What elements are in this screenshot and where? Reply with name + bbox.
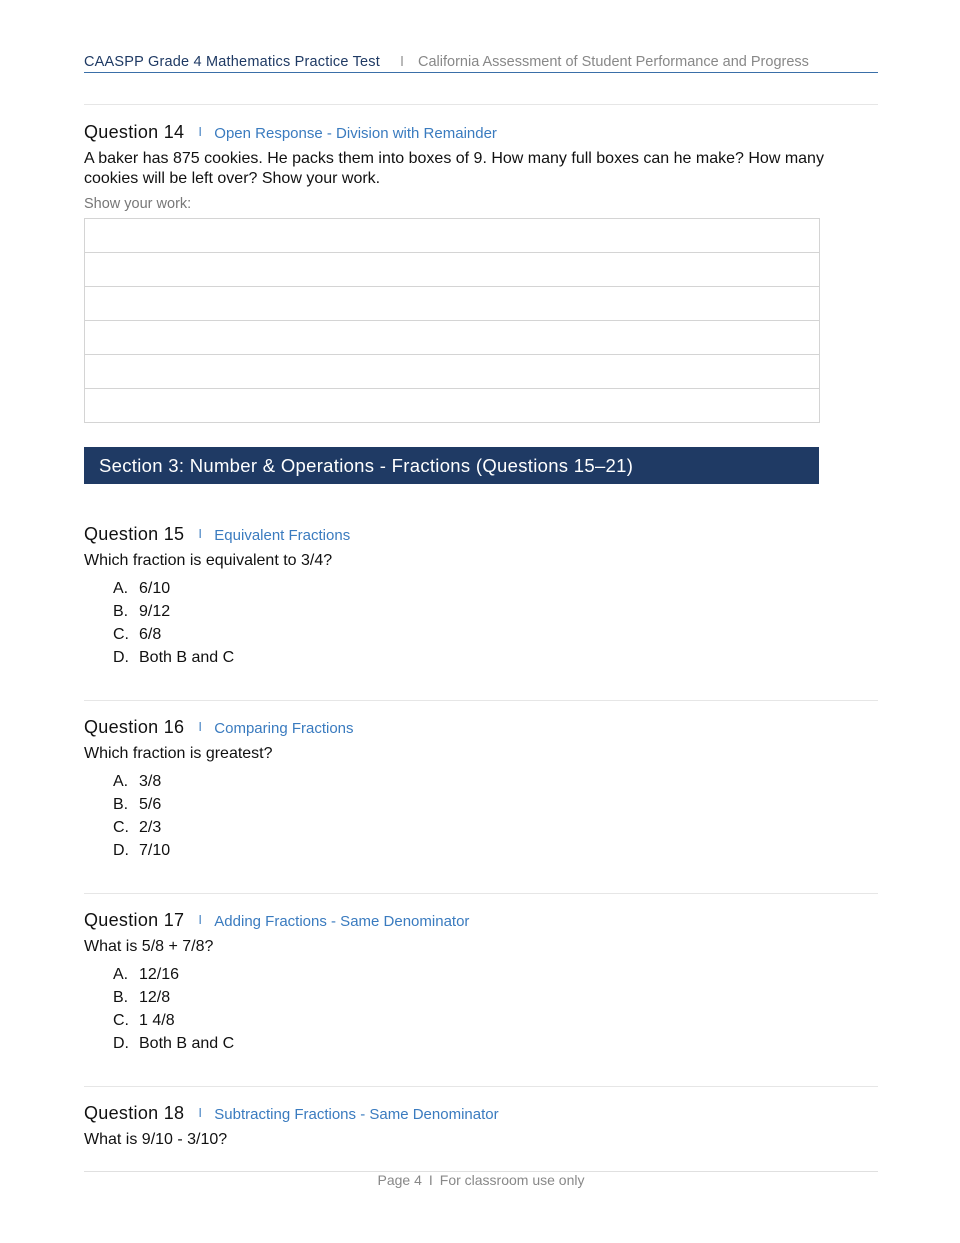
question-number: Question 14: [84, 122, 185, 142]
heading-separator: I: [198, 1105, 203, 1120]
option-letter: D.: [113, 649, 129, 666]
answer-option-b[interactable]: [113, 600, 864, 623]
answer-option-c[interactable]: [113, 816, 864, 839]
question-number: Question 18: [84, 1103, 185, 1123]
work-line[interactable]: [85, 389, 819, 422]
option-letter: D.: [113, 842, 129, 859]
question-16: [84, 717, 864, 862]
answer-options: [84, 770, 864, 862]
option-letter: B.: [113, 989, 129, 1006]
option-text: 5/6: [139, 796, 162, 813]
question-stem: Which fraction is greatest?: [84, 745, 273, 762]
heading-separator: I: [198, 912, 203, 927]
option-text: Both B and C: [139, 1035, 235, 1052]
test-subtitle: California Assessment of Student Performance and Progress: [418, 54, 809, 70]
option-text: 1 4/8: [139, 1012, 175, 1029]
question-15: [84, 524, 864, 669]
work-area[interactable]: [84, 218, 820, 423]
divider: [84, 1086, 878, 1087]
option-text: 3/8: [139, 773, 162, 790]
question-topic: Equivalent Fractions: [214, 527, 351, 544]
question-stem: Which fraction is equivalent to 3/4?: [84, 552, 333, 569]
question-number: Question 15: [84, 524, 185, 544]
header-separator: I: [399, 54, 405, 70]
question-heading: [84, 122, 864, 146]
question-stem: What is 5/8 + 7/8?: [84, 938, 214, 955]
question-number: Question 16: [84, 717, 185, 737]
answer-options: [84, 577, 864, 669]
option-letter: A.: [113, 773, 129, 790]
answer-option-b[interactable]: [113, 793, 864, 816]
question-topic: Adding Fractions - Same Denominator: [214, 913, 470, 930]
heading-separator: I: [198, 124, 203, 139]
page-header: [84, 54, 878, 73]
question-stem: A baker has 875 cookies. He packs them into boxes of 9. How many full boxes can he make? How many cookies will be left over? Show your work.: [84, 150, 824, 187]
option-text: 9/12: [139, 603, 171, 620]
question-stem: What is 9/10 - 3/10?: [84, 1131, 228, 1148]
answer-option-b[interactable]: [113, 986, 864, 1009]
question-heading: [84, 1103, 864, 1127]
page-number: Page 4: [377, 1172, 422, 1188]
answer-option-d[interactable]: [113, 839, 864, 862]
option-text: Both B and C: [139, 649, 235, 666]
question-topic: Comparing Fractions: [214, 720, 354, 737]
section-banner: Section 3: Number & Operations - Fractions (Questions 15–21): [84, 447, 819, 484]
option-text: 6/10: [139, 580, 171, 597]
divider: [84, 700, 878, 701]
test-title: CAASPP Grade 4 Mathematics Practice Test: [84, 54, 380, 70]
heading-separator: I: [198, 719, 203, 734]
option-letter: C.: [113, 1012, 129, 1029]
option-letter: D.: [113, 1035, 129, 1052]
option-text: 6/8: [139, 626, 162, 643]
option-letter: C.: [113, 819, 129, 836]
answer-option-d[interactable]: [113, 1032, 864, 1055]
option-letter: B.: [113, 796, 129, 813]
answer-option-c[interactable]: [113, 1009, 864, 1032]
work-line[interactable]: [85, 253, 819, 287]
answer-option-a[interactable]: [113, 963, 864, 986]
answer-option-d[interactable]: [113, 646, 864, 669]
option-letter: A.: [113, 966, 129, 983]
divider: [84, 104, 878, 105]
footer-separator: I: [428, 1172, 433, 1188]
work-line[interactable]: [85, 219, 819, 253]
question-17: [84, 910, 864, 1055]
option-text: 7/10: [139, 842, 171, 859]
answer-options: [84, 963, 864, 1055]
footer-note: For classroom use only: [439, 1172, 585, 1188]
question-14: [84, 122, 864, 212]
work-label: Show your work:: [84, 196, 192, 212]
question-number: Question 17: [84, 910, 185, 930]
answer-option-c[interactable]: [113, 623, 864, 646]
question-heading: [84, 717, 864, 741]
question-topic: Open Response - Division with Remainder: [214, 125, 497, 142]
question-heading: [84, 524, 864, 548]
option-letter: C.: [113, 626, 129, 643]
question-18: [84, 1103, 864, 1150]
answer-option-a[interactable]: [113, 770, 864, 793]
option-text: 12/16: [139, 966, 180, 983]
option-text: 12/8: [139, 989, 171, 1006]
option-letter: A.: [113, 580, 129, 597]
work-line[interactable]: [85, 287, 819, 321]
question-heading: [84, 910, 864, 934]
question-topic: Subtracting Fractions - Same Denominator: [214, 1106, 499, 1123]
page-footer: [84, 1171, 878, 1188]
divider: [84, 893, 878, 894]
work-line[interactable]: [85, 355, 819, 389]
heading-separator: I: [198, 526, 203, 541]
answer-option-a[interactable]: [113, 577, 864, 600]
work-line[interactable]: [85, 321, 819, 355]
option-letter: B.: [113, 603, 129, 620]
option-text: 2/3: [139, 819, 162, 836]
